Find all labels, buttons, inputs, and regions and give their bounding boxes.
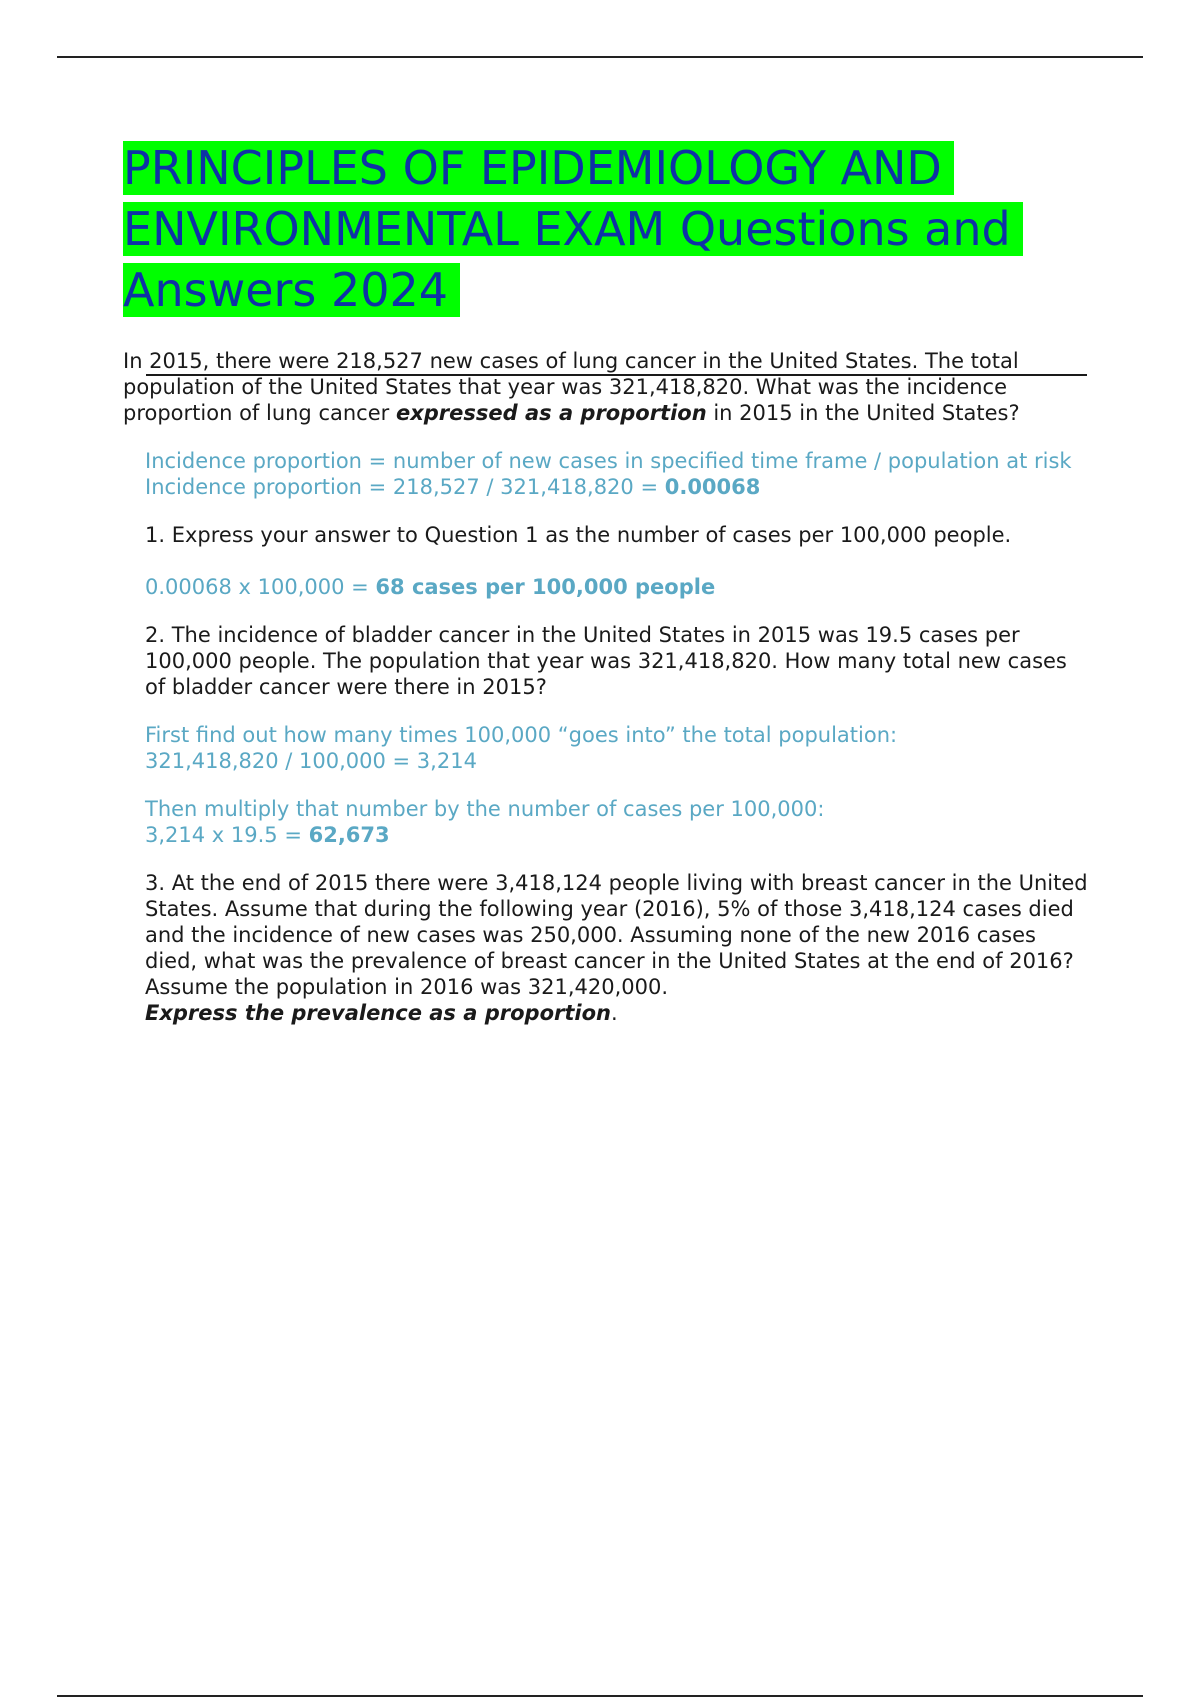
title-line-1: PRINCIPLES OF EPIDEMIOLOGY AND — [123, 141, 954, 195]
title-line-3: Answers 2024 — [123, 263, 460, 317]
answer-2-result: 62,673 — [308, 823, 390, 847]
answer-2-step-1-calc: 321,418,820 / 100,000 = 3,214 — [145, 749, 477, 773]
answer-1-calc-text: 0.00068 x 100,000 = — [145, 575, 376, 599]
answer-0-calc-text: Incidence proportion = 218,527 / 321,418,820 = — [145, 475, 665, 499]
answer-0-calculation — [145, 474, 1088, 500]
header-rule — [57, 56, 1143, 58]
answer-2-step-1: First find out how many times 100,000 “goes into” the total population: — [145, 723, 898, 747]
question-0-emphasis: expressed as a proportion — [395, 401, 707, 425]
footer-rule — [57, 1695, 1143, 1697]
answer-0-result: 0.00068 — [664, 475, 761, 499]
question-3-text: 3. At the end of 2015 there were 3,418,124 people living with breast cancer in the United States. Assume that during the following year (2016), 5% of those 3,418,124 cases died and the incidence of new cases was 250,000. Assuming none of the new 2016 cases died, what was the prevalence of breast cancer in the United States at the end of 2016? Assume the population in 2016 was 321,420,000. — [145, 871, 1088, 999]
document-title — [123, 138, 1023, 321]
answer-2-step-2: Then multiply that number by the number of cases per 100,000: — [145, 797, 825, 821]
question-0-text-end: in 2015 in the United States? — [706, 401, 1020, 425]
question-1: 1. Express your answer to Question 1 as the number of cases per 100,000 people. — [145, 523, 1012, 547]
question-3 — [145, 870, 1088, 1026]
answer-1-result: 68 cases per 100,000 people — [375, 575, 716, 599]
title-line-2: ENVIRONMENTAL EXAM Questions and — [123, 202, 1023, 256]
answer-0-formula: Incidence proportion = number of new cases in specified time frame / population at risk — [145, 449, 1072, 473]
answer-1 — [145, 574, 1088, 600]
question-2: 2. The incidence of bladder cancer in the United States in 2015 was 19.5 cases per 100,000 people. The population that year was 321,418,820. How many total new cases of bladder cancer were there in 2015? — [145, 623, 1067, 699]
document-body — [123, 348, 1088, 1026]
question-3-emphasis: Express the prevalence as a proportion — [145, 1001, 611, 1025]
question-3-end: . — [610, 1001, 618, 1025]
question-0 — [123, 348, 1088, 426]
question-0-text: In 2015, there were 218,527 new cases of lung cancer in the United States. The total population of the United States that year was 321,418,820. What was the incidence proportion of lung cancer — [123, 349, 1019, 425]
answer-2-calc-text: 3,214 x 19.5 = — [145, 823, 309, 847]
answer-2-step-2-calc — [145, 822, 1088, 848]
